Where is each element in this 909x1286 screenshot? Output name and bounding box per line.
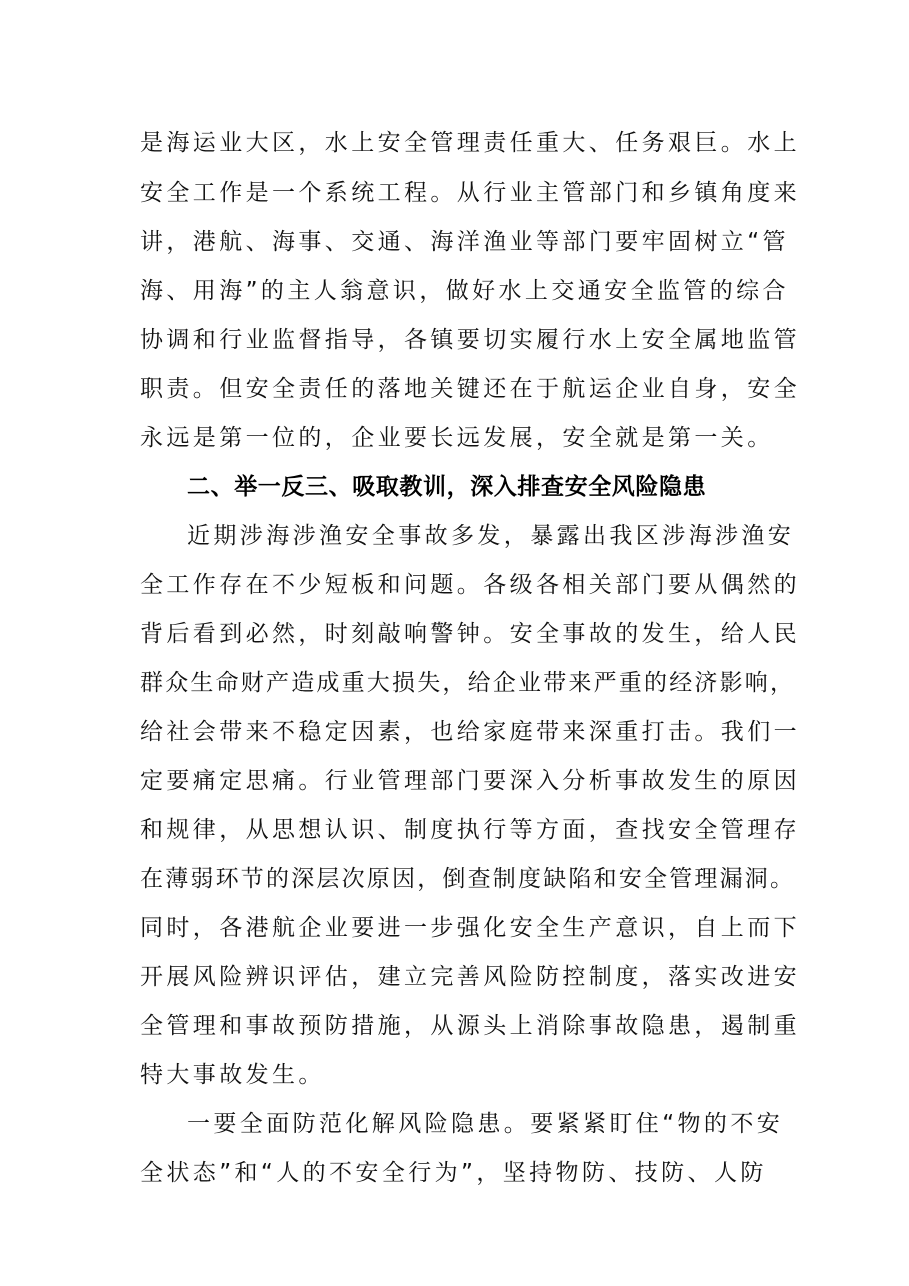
paragraph-2-line-6: 定要痛定思痛。行业管理部门要深入分析事故发生的原因 [140,768,800,794]
paragraph-1-line-7: 永远是第一位的，企业要长远发展，安全就是第一关。 [140,425,774,451]
paragraph-1-line-4: 海、用海”的主人翁意识，做好水上交通安全监管的综合 [140,278,789,304]
paragraph-1-line-2: 安全工作是一个系统工程。从行业主管部门和乡镇角度来 [140,180,800,206]
paragraph-2-line-8: 在薄弱环节的深层次原因，倒查制度缺陷和安全管理漏洞。 [140,866,796,892]
paragraph-2-line-1: 近期涉海涉渔安全事故多发，暴露出我区涉海涉渔安 [187,523,795,549]
paragraph-1-line-6: 职责。但安全责任的落地关键还在于航运企业自身，安全 [140,376,800,402]
paragraph-1-line-5: 协调和行业监督指导，各镇要切实履行水上安全属地监管 [140,327,800,353]
paragraph-3-line-2: 全状态”和“人的不安全行为”，坚持物防、技防、人防 [140,1160,767,1186]
paragraph-3-line-1: 一要全面防范化解风险隐患。要紧紧盯住“物的不安 [187,1111,784,1137]
paragraph-2-line-4: 群众生命财产造成重大损失，给企业带来严重的经济影响， [140,670,796,696]
paragraph-2-line-3: 背后看到必然，时刻敲响警钟。安全事故的发生，给人民 [140,621,800,647]
paragraph-2-line-7: 和规律，从思想认识、制度执行等方面，查找安全管理存 [140,817,800,843]
paragraph-2-line-11: 全管理和事故预防措施，从源头上消除事故隐患，遏制重 [140,1013,800,1039]
paragraph-2-line-2: 全工作存在不少短板和问题。各级各相关部门要从偶然的 [140,572,800,598]
paragraph-2-line-9: 同时，各港航企业要进一步强化安全生产意识，自上而下 [140,915,800,941]
paragraph-1-line-3: 讲，港航、海事、交通、海洋渔业等部门要牢固树立“管 [140,229,789,255]
section-heading: 二、举一反三、吸取教训，深入排查安全风险隐患 [187,474,707,500]
paragraph-2-line-10: 开展风险辨识评估，建立完善风险防控制度，落实改进安 [140,964,800,990]
paragraph-2-line-12: 特大事故发生。 [140,1062,325,1088]
paragraph-2-line-5: 给社会带来不稳定因素，也给家庭带来深重打击。我们一 [140,719,800,745]
paragraph-1-line-1: 是海运业大区，水上安全管理责任重大、任务艰巨。水上 [140,130,800,156]
